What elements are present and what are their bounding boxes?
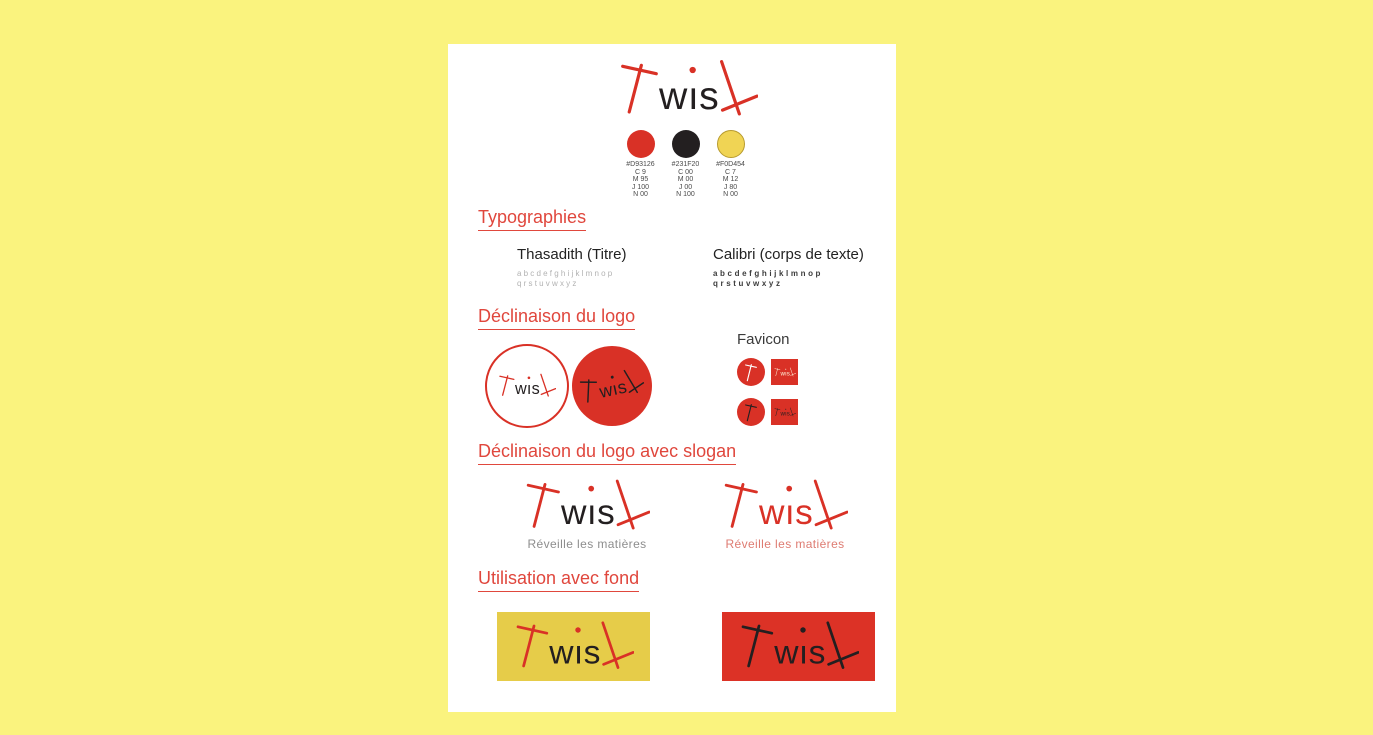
logo-variant-red-circle — [572, 346, 652, 426]
background-usage-heading: Utilisation avec fond — [478, 568, 639, 592]
logo-with-slogan-standard — [522, 476, 652, 551]
slogan-text-red: Réveille les matières — [725, 537, 845, 552]
title-font-name: Thasadith (Titre) — [517, 246, 627, 263]
favicon-square-white-wordmark — [771, 359, 798, 385]
logo-declination-heading: Déclinaison du logo — [478, 306, 635, 330]
favicon-circle-black-t — [737, 398, 765, 426]
black-swatch-values: #231F20 C 00 M 00 J 00 N 100 — [671, 161, 700, 198]
favicon-label: Favicon — [737, 331, 790, 348]
logo-variant-outline-circle — [485, 344, 569, 428]
favicon-row-dark — [737, 398, 798, 426]
favicon-section — [737, 331, 798, 426]
favicon-row-light — [737, 358, 798, 386]
black-swatch-circle — [672, 130, 700, 158]
color-palette — [618, 130, 754, 199]
favicon-circle-white-t — [737, 358, 765, 386]
red-swatch-circle — [627, 130, 655, 158]
yellow-swatch-circle — [717, 130, 745, 158]
twist-primary-logo — [618, 56, 758, 123]
body-font-alphabet: abcdefghijklmnop qrstuvwxyz — [713, 269, 824, 288]
palette-swatch-red — [618, 130, 663, 199]
title-font-alphabet: abcdefghijklmnop qrstuvwxyz — [517, 269, 615, 288]
logo-with-slogan-red — [720, 476, 850, 551]
palette-swatch-yellow — [708, 130, 753, 199]
slogan-declination-heading: Déclinaison du logo avec slogan — [478, 441, 736, 465]
body-font-sample — [713, 246, 864, 289]
title-font-sample — [517, 246, 626, 289]
logo-on-red-background — [722, 612, 875, 681]
brand-guidelines-page — [448, 44, 896, 712]
body-font-name: Calibri (corps de texte) — [713, 246, 864, 263]
palette-swatch-black — [663, 130, 708, 199]
favicon-square-black-wordmark — [771, 399, 798, 425]
yellow-swatch-values: #F0D454 C 7 M 12 J 80 N 00 — [716, 161, 745, 198]
typographies-heading: Typographies — [478, 207, 586, 231]
slogan-text-grey: Réveille les matières — [527, 537, 647, 552]
red-swatch-values: #D93126 C 9 M 95 J 100 N 00 — [626, 161, 655, 198]
logo-on-yellow-background — [497, 612, 650, 681]
